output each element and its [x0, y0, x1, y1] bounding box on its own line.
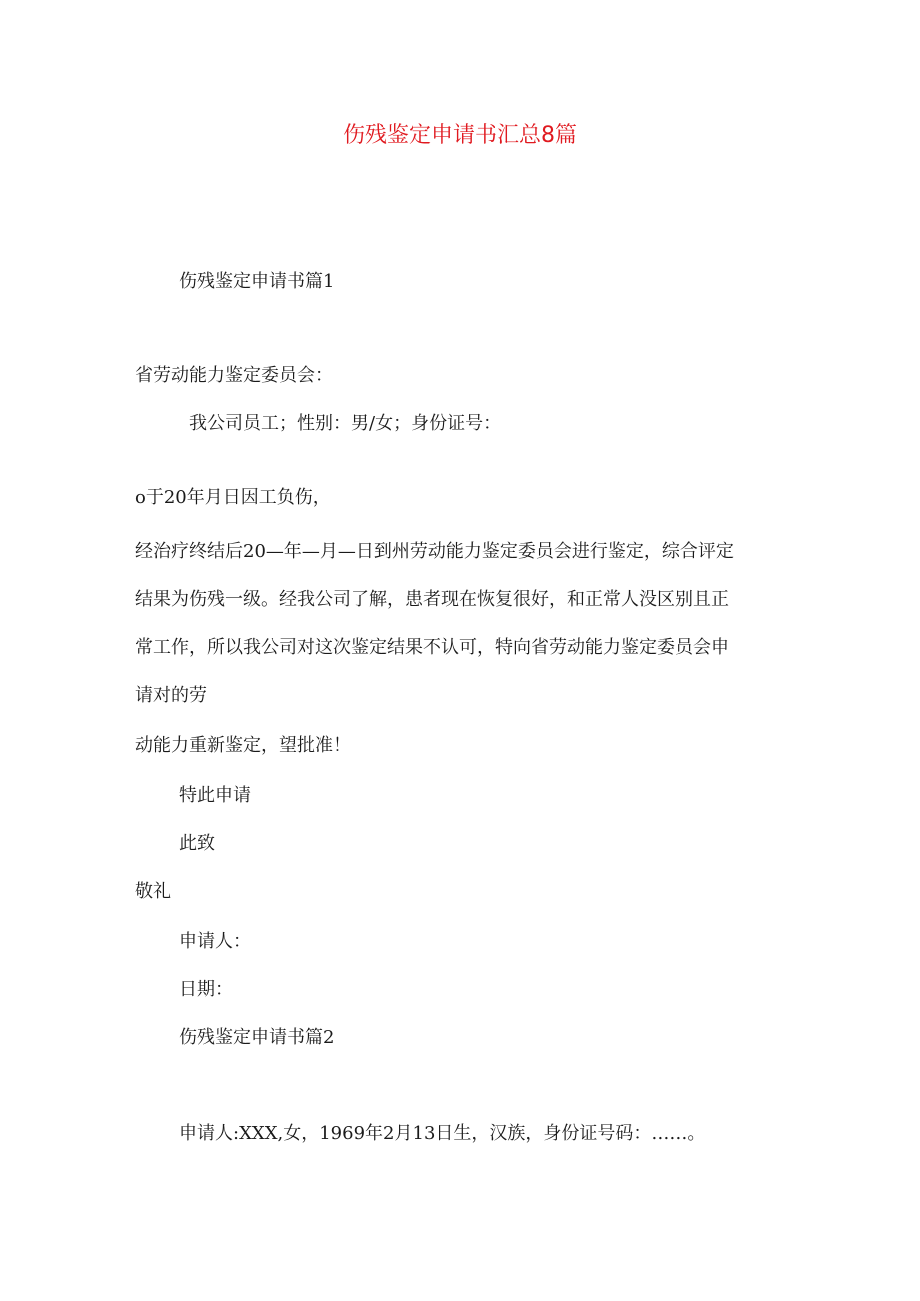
closing-line-salute: 敬礼 — [135, 881, 171, 902]
body-line-1: 经治疗终结后20—年—月—日到州劳动能力鉴定委员会进行鉴定，综合评定 — [135, 541, 734, 562]
date-label: 日期： — [179, 979, 233, 1000]
body-line-4: 请对的劳 — [135, 685, 207, 706]
body-line-injury: o于20年月日因工负伤， — [135, 487, 331, 508]
applicant-info-line: 申请人:XXX,女，1969年2月13日生，汉族，身份证号码：……。 — [179, 1123, 706, 1144]
body-line-employee: 我公司员工；性别：男/女；身份证号： — [189, 413, 502, 434]
section-heading-1: 伤残鉴定申请书篇1 — [179, 271, 335, 292]
body-line-2: 结果为伤残一级。经我公司了解，患者现在恢复很好，和正常人没区别且正 — [135, 589, 729, 610]
addressee-line: 省劳动能力鉴定委员会： — [135, 365, 333, 386]
closing-line-request: 特此申请 — [179, 785, 251, 806]
document-title: 伤残鉴定申请书汇总8篇 — [343, 123, 577, 148]
closing-line-regards: 此致 — [179, 833, 215, 854]
body-line-5: 动能力重新鉴定，望批准！ — [135, 735, 351, 756]
section-heading-2: 伤残鉴定申请书篇2 — [179, 1027, 335, 1048]
applicant-label: 申请人： — [179, 931, 251, 952]
body-line-3: 常工作，所以我公司对这次鉴定结果不认可，特向省劳动能力鉴定委员会申 — [135, 637, 729, 658]
